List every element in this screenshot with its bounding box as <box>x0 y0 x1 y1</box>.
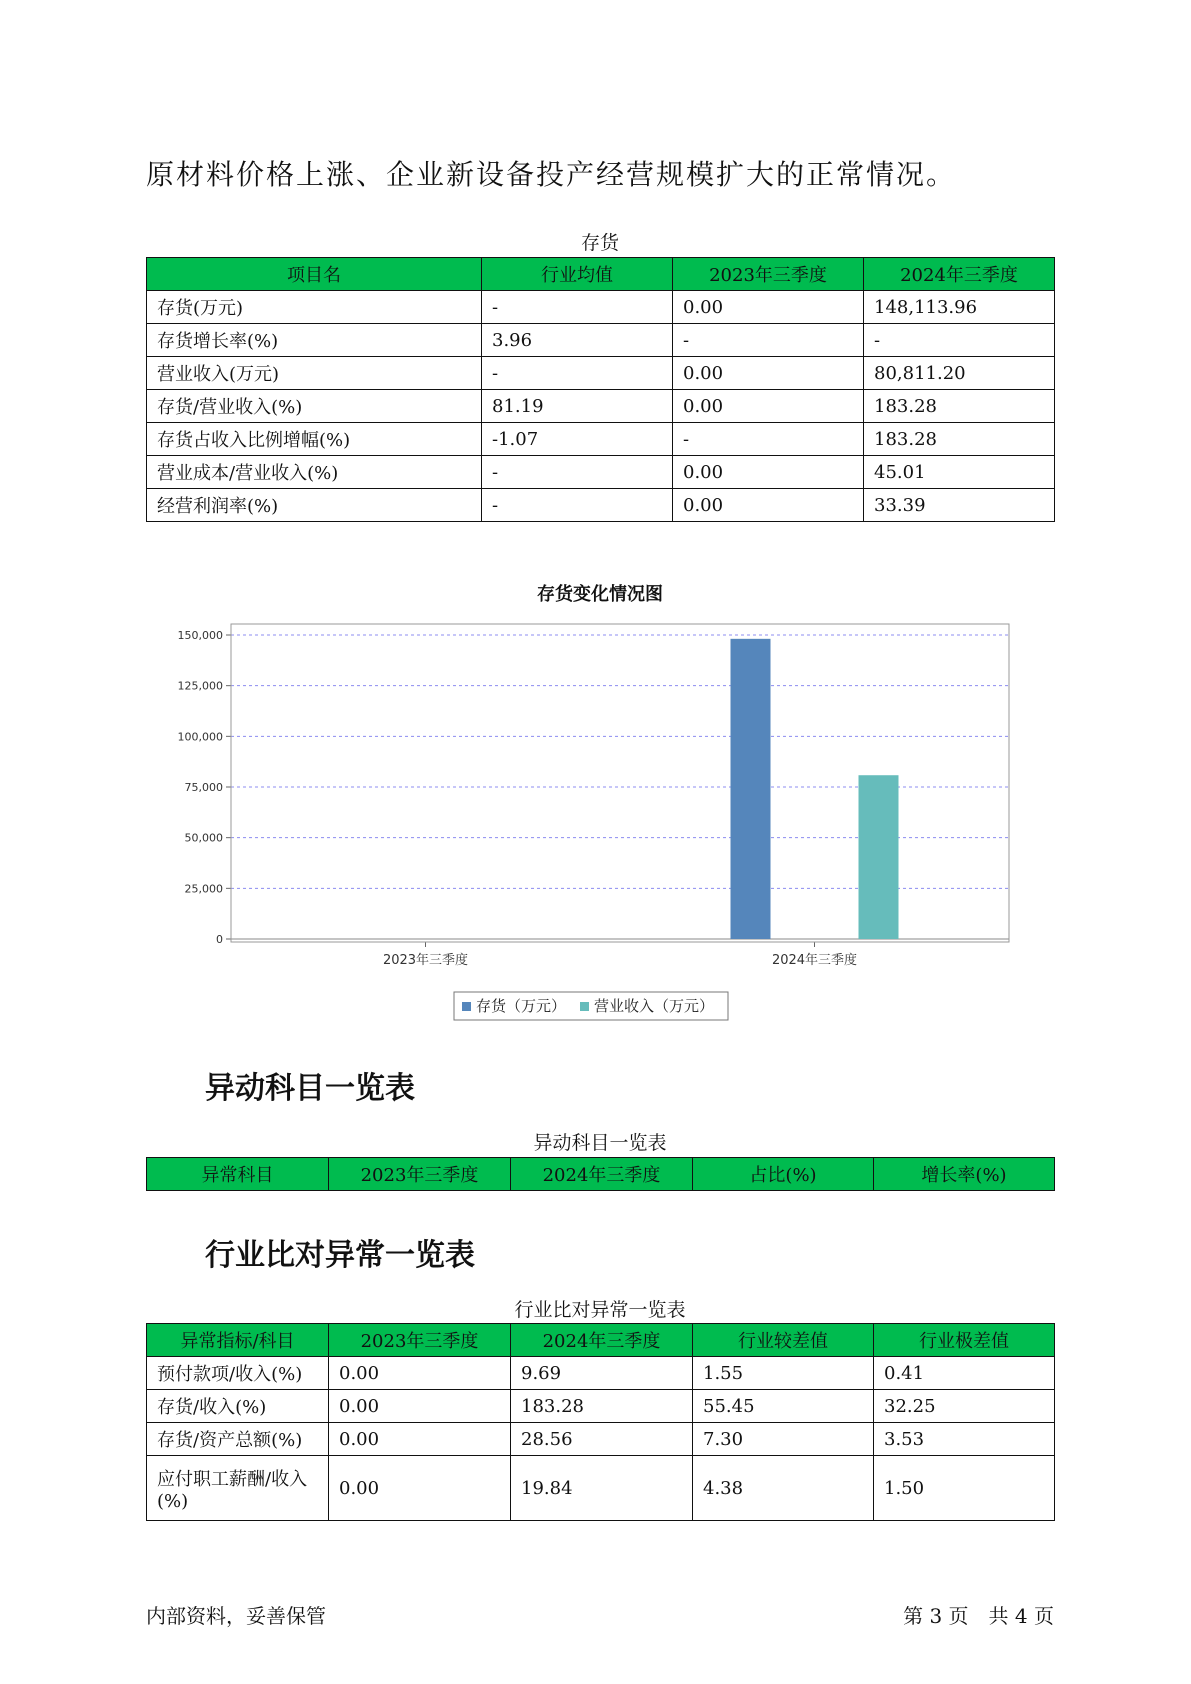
header-cell: 行业较差值 <box>693 1324 874 1357</box>
table-cell: 9.69 <box>511 1357 693 1390</box>
table-row <box>147 1390 1055 1423</box>
table-cell: 存货/营业收入(%) <box>147 390 482 423</box>
table-row <box>147 357 1055 390</box>
table-row <box>147 291 1055 324</box>
header-cell: 增长率(%) <box>874 1158 1055 1191</box>
table-cell: - <box>482 489 673 522</box>
header-cell: 2024年三季度 <box>864 258 1055 291</box>
table-cell: 81.19 <box>482 390 673 423</box>
header-cell: 2023年三季度 <box>673 258 864 291</box>
legend-label: 营业收入（万元） <box>594 997 715 1015</box>
table-cell: 0.00 <box>673 456 864 489</box>
table-cell: 45.01 <box>864 456 1055 489</box>
table-cell: 28.56 <box>511 1423 693 1456</box>
table-cell: 应付职工薪酬/收入(%) <box>147 1456 329 1521</box>
bar-revenue <box>859 775 899 939</box>
table-cell: 0.00 <box>673 291 864 324</box>
footer-confidential-note: 内部资料，妥善保管 <box>146 1604 326 1628</box>
y-tick-label: 125,000 <box>177 679 223 693</box>
table-cell: - <box>673 423 864 456</box>
table-cell: 183.28 <box>864 390 1055 423</box>
table-row <box>147 1357 1055 1390</box>
y-tick-label: 150,000 <box>177 629 223 642</box>
table-cell: 存货/收入(%) <box>147 1390 329 1423</box>
y-tick-label: 100,000 <box>177 730 223 744</box>
header-cell: 2024年三季度 <box>511 1158 693 1191</box>
inventory-bar-chart <box>146 578 1054 1030</box>
inventory-table-header <box>147 258 1055 291</box>
inventory-table-caption: 存货 <box>580 232 619 254</box>
table-cell: - <box>673 324 864 357</box>
table-cell: 33.39 <box>864 489 1055 522</box>
abnormal-table <box>146 1157 1055 1191</box>
table-cell: 32.25 <box>874 1390 1055 1423</box>
table-cell: 4.38 <box>693 1456 874 1521</box>
table-cell: 0.00 <box>673 357 864 390</box>
legend-swatch <box>580 1002 589 1011</box>
table-cell: - <box>482 291 673 324</box>
chart-y-axis <box>178 629 232 946</box>
industry-table-header <box>147 1324 1055 1357</box>
table-cell: 55.45 <box>693 1390 874 1423</box>
table-cell: - <box>482 357 673 390</box>
table-cell: 0.00 <box>673 390 864 423</box>
table-cell: 存货/资产总额(%) <box>147 1423 329 1456</box>
table-cell: 0.00 <box>673 489 864 522</box>
table-cell: 183.28 <box>864 423 1055 456</box>
y-tick-label: 75,000 <box>184 781 223 794</box>
table-cell: 3.96 <box>482 324 673 357</box>
table-cell: 7.30 <box>693 1423 874 1456</box>
inventory-table <box>146 257 1055 522</box>
header-cell: 异常科目 <box>147 1158 329 1191</box>
header-cell: 异常指标/科目 <box>147 1324 329 1357</box>
table-cell: 经营利润率(%) <box>147 489 482 522</box>
intro-text: 原材料价格上涨、企业新设备投产经营规模扩大的正常情况。 <box>146 158 957 191</box>
header-cell: 占比(%) <box>693 1158 874 1191</box>
table-cell: 0.00 <box>329 1390 511 1423</box>
x-tick-label: 2023年三季度 <box>382 953 469 968</box>
chart-bars <box>731 639 899 939</box>
table-row <box>147 489 1055 522</box>
table-cell: 0.00 <box>329 1423 511 1456</box>
table-row <box>147 423 1055 456</box>
table-cell: - <box>482 456 673 489</box>
table-cell: -1.07 <box>482 423 673 456</box>
chart-title: 存货变化情况图 <box>537 584 663 605</box>
table-cell: 营业收入(万元) <box>147 357 482 390</box>
header-cell: 2023年三季度 <box>329 1158 511 1191</box>
industry-table-caption: 行业比对异常一览表 <box>514 1299 686 1321</box>
header-cell: 项目名 <box>147 258 482 291</box>
table-cell: 预付款项/收入(%) <box>147 1357 329 1390</box>
table-cell: 0.00 <box>329 1456 511 1521</box>
header-cell: 2024年三季度 <box>511 1324 693 1357</box>
header-cell: 行业均值 <box>482 258 673 291</box>
industry-section-heading: 行业比对异常一览表 <box>205 1238 475 1273</box>
industry-table <box>146 1323 1055 1521</box>
table-cell: 1.50 <box>874 1456 1055 1521</box>
table-row <box>147 1423 1055 1456</box>
table-cell: - <box>864 324 1055 357</box>
abnormal-section-heading: 异动科目一览表 <box>205 1071 415 1106</box>
header-cell: 2023年三季度 <box>329 1324 511 1357</box>
table-cell: 0.00 <box>329 1357 511 1390</box>
table-row <box>147 456 1055 489</box>
table-cell: 3.53 <box>874 1423 1055 1456</box>
chart-x-axis <box>383 942 857 968</box>
table-cell: 存货增长率(%) <box>147 324 482 357</box>
table-cell: 183.28 <box>511 1390 693 1423</box>
table-cell: 存货占收入比例增幅(%) <box>147 423 482 456</box>
header-cell: 行业极差值 <box>874 1324 1055 1357</box>
abnormal-table-header <box>147 1158 1055 1191</box>
table-cell: 148,113.96 <box>864 291 1055 324</box>
table-cell: 19.84 <box>511 1456 693 1521</box>
y-tick-label: 0 <box>216 933 223 946</box>
chart-legend <box>454 992 728 1020</box>
table-row <box>147 1456 1055 1521</box>
abnormal-table-caption: 异动科目一览表 <box>533 1132 667 1154</box>
table-cell: 1.55 <box>693 1357 874 1390</box>
y-tick-label: 25,000 <box>184 882 223 896</box>
legend-swatch <box>462 1002 471 1011</box>
table-row <box>147 324 1055 357</box>
footer-page-number: 第 3 页 共 4 页 <box>903 1604 1054 1628</box>
table-cell: 0.41 <box>874 1357 1055 1390</box>
table-cell: 存货(万元) <box>147 291 482 324</box>
table-cell: 80,811.20 <box>864 357 1055 390</box>
table-row <box>147 390 1055 423</box>
table-cell: 营业成本/营业收入(%) <box>147 456 482 489</box>
bar-inventory <box>731 639 771 939</box>
x-tick-label: 2024年三季度 <box>771 953 858 968</box>
y-tick-label: 50,000 <box>184 831 223 845</box>
legend-label: 存货（万元） <box>476 997 567 1015</box>
